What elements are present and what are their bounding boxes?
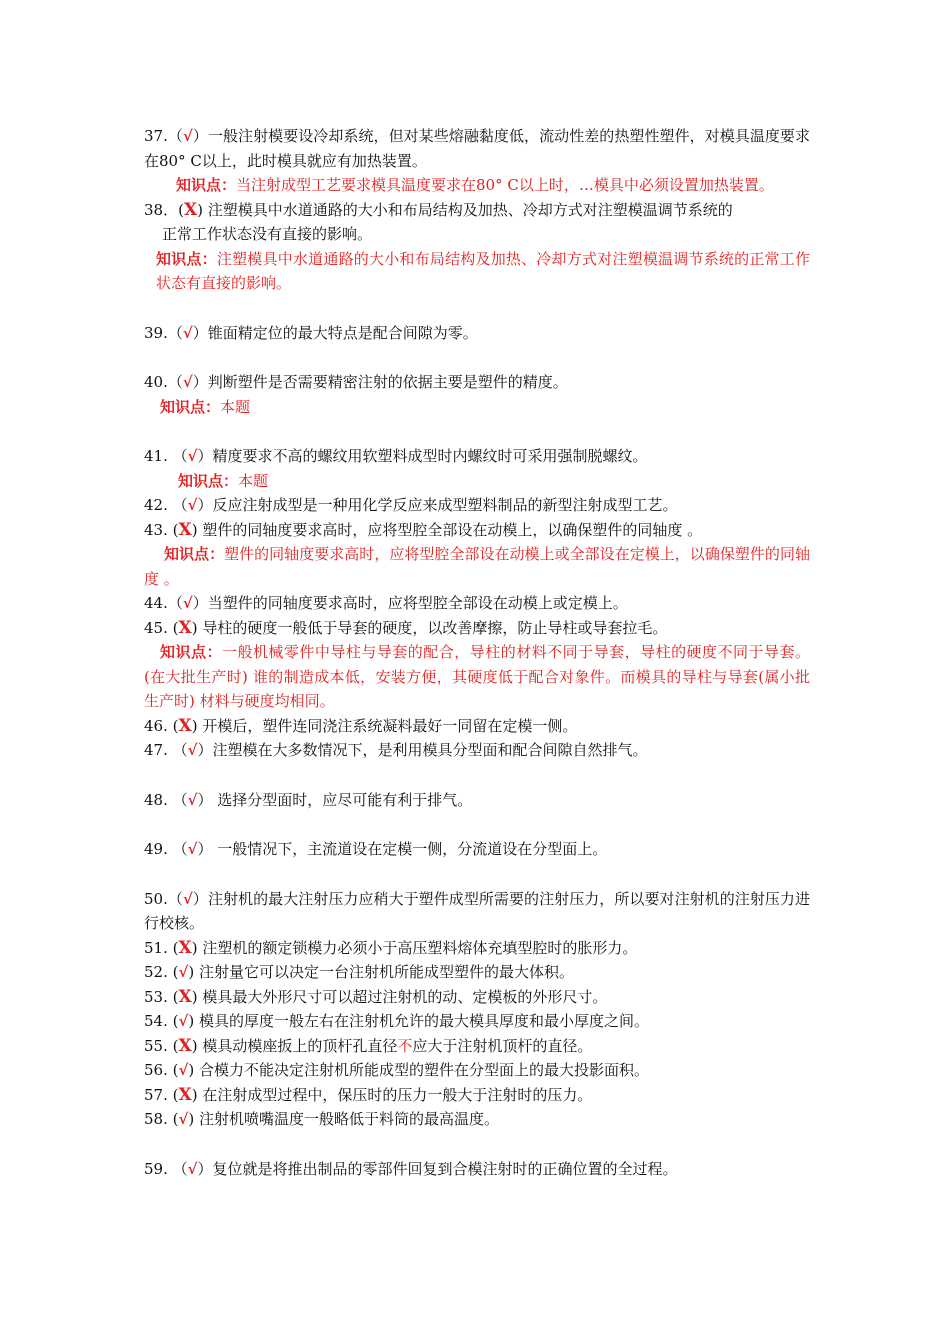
question-59: 59. （√）复位就是将推出制品的零部件回复到合模注射时的正确位置的全过程。	[144, 1159, 678, 1178]
check-mark: √	[178, 1110, 189, 1128]
check-mark: √	[178, 963, 189, 981]
knowledge-point-41: 知识点：本题	[178, 471, 269, 490]
question-38-cont: 正常工作状态没有直接的影响。	[162, 225, 373, 243]
check-mark: √	[178, 1061, 189, 1079]
cross-mark: X	[178, 617, 192, 638]
question-49: 49. （√） 一般情况下，主流道设在定模一侧，分流道设在分型面上。	[144, 840, 608, 858]
question-51: 51. (X) 注塑机的额定锁模力必须小于高压塑料熔体充填型腔时的胀形力。	[144, 937, 638, 958]
knowledge-point-38: 知识点：注塑模具中水道通路的大小和布局结构及加热、冷却方式对注塑模温调节系统的正常工作状态有直接的影响。	[156, 249, 810, 292]
cross-mark: X	[178, 986, 192, 1007]
question-50: 50.（√）注射机的最大注射压力应稍大于塑件成型所需要的注射压力，所以要对注射机的注射压力进行校核。	[144, 889, 810, 932]
knowledge-point-37: 知识点：当注射成型工艺要求模具温度要求在80° C以上时，…模具中必须设置加热装置。	[176, 176, 774, 194]
question-37: 37.（√）一般注射模要设冷却系统，但对某些熔融黏度低，流动性差的热塑性塑件，对模具温度要求在80° C以上，此时模具就应有加热装置。	[144, 127, 810, 170]
knowledge-point-43: 知识点：塑件的同轴度要求高时，应将型腔全部设在动模上或全部设在定模上，以确保塑件的同轴度 。	[144, 545, 810, 588]
question-56: 56. (√) 合模力不能决定注射机所能成型的塑件在分型面上的最大投影面积。	[144, 1061, 649, 1079]
check-mark: √	[178, 1012, 189, 1030]
question-47: 47. （√）注塑模在大多数情况下，是利用模具分型面和配合间隙自然排气。	[144, 741, 648, 759]
question-55: 55. (X) 模具动模座扳上的顶杆孔直径不应大于注射机顶杆的直径。	[144, 1035, 593, 1056]
question-53: 53. (X) 模具最大外形尺寸可以超过注射机的动、定模板的外形尺寸。	[144, 986, 608, 1007]
check-mark: √	[187, 1159, 198, 1178]
check-mark: √	[187, 447, 198, 465]
knowledge-point-45: 知识点：一般机械零件中导柱与导套的配合，导柱的材料不同于导套，导柱的硬度不同于导套。(在大批生产时) 谁的制造成本低，安装方便，其硬度低于配合对象件。而模具的导柱与导套(属小批生产时) 材料与硬度均相同。	[144, 643, 810, 710]
question-44: 44.（√）当塑件的同轴度要求高时，应将型腔全部设在动模上或定模上。	[144, 594, 628, 612]
check-mark: √	[182, 323, 193, 342]
check-mark: √	[187, 840, 198, 858]
question-38: 38．(X) 注塑模具中水道通路的大小和布局结构及加热、冷却方式对注塑模温调节系统的	[144, 199, 733, 220]
cross-mark: X	[178, 1035, 192, 1056]
check-mark: √	[182, 594, 193, 612]
question-41: 41. （√）精度要求不高的螺纹用软塑料成型时内螺纹时可采用强制脱螺纹。	[144, 447, 648, 465]
question-54: 54. (√) 模具的厚度一般左右在注射机允许的最大模具厚度和最小厚度之间。	[144, 1012, 649, 1030]
question-57: 57. (X) 在注射成型过程中，保压时的压力一般大于注射时的压力。	[144, 1084, 593, 1105]
question-45: 45. (X) 导柱的硬度一般低于导套的硬度，以改善摩擦，防止导柱或导套拉毛。	[144, 617, 668, 638]
cross-mark: X	[178, 715, 192, 736]
cross-mark: X	[183, 199, 198, 220]
document-page	[144, 124, 810, 1181]
check-mark: √	[187, 790, 198, 809]
question-48: 48. （√） 选择分型面时，应尽可能有利于排气。	[144, 790, 473, 809]
question-42: 42. （√）反应注射成型是一种用化学反应来成型塑料制品的新型注射成型工艺。	[144, 496, 678, 514]
question-40: 40.（√）判断塑件是否需要精密注射的依据主要是塑件的精度。	[144, 373, 568, 391]
check-mark: √	[187, 741, 198, 759]
cross-mark: X	[178, 937, 192, 958]
question-58: 58. (√) 注射机喷嘴温度一般略低于料筒的最高温度。	[144, 1110, 499, 1128]
check-mark: √	[182, 373, 193, 391]
question-46: 46. (X) 开模后，塑件连同浇注系统凝料最好一同留在定模一侧。	[144, 715, 578, 736]
check-mark: √	[182, 127, 193, 145]
question-39: 39.（√）锥面精定位的最大特点是配合间隙为零。	[144, 323, 478, 342]
cross-mark: X	[178, 1084, 192, 1105]
cross-mark: X	[178, 519, 192, 540]
knowledge-point-40: 知识点：本题	[160, 397, 251, 416]
check-mark: √	[182, 889, 193, 908]
question-43: 43. (X) 塑件的同轴度要求高时，应将型腔全部设在动模上，以确保塑件的同轴度 。	[144, 519, 703, 540]
check-mark: √	[187, 496, 198, 514]
question-52: 52. (√) 注射量它可以决定一台注射机所能成型塑件的最大体积。	[144, 963, 574, 981]
